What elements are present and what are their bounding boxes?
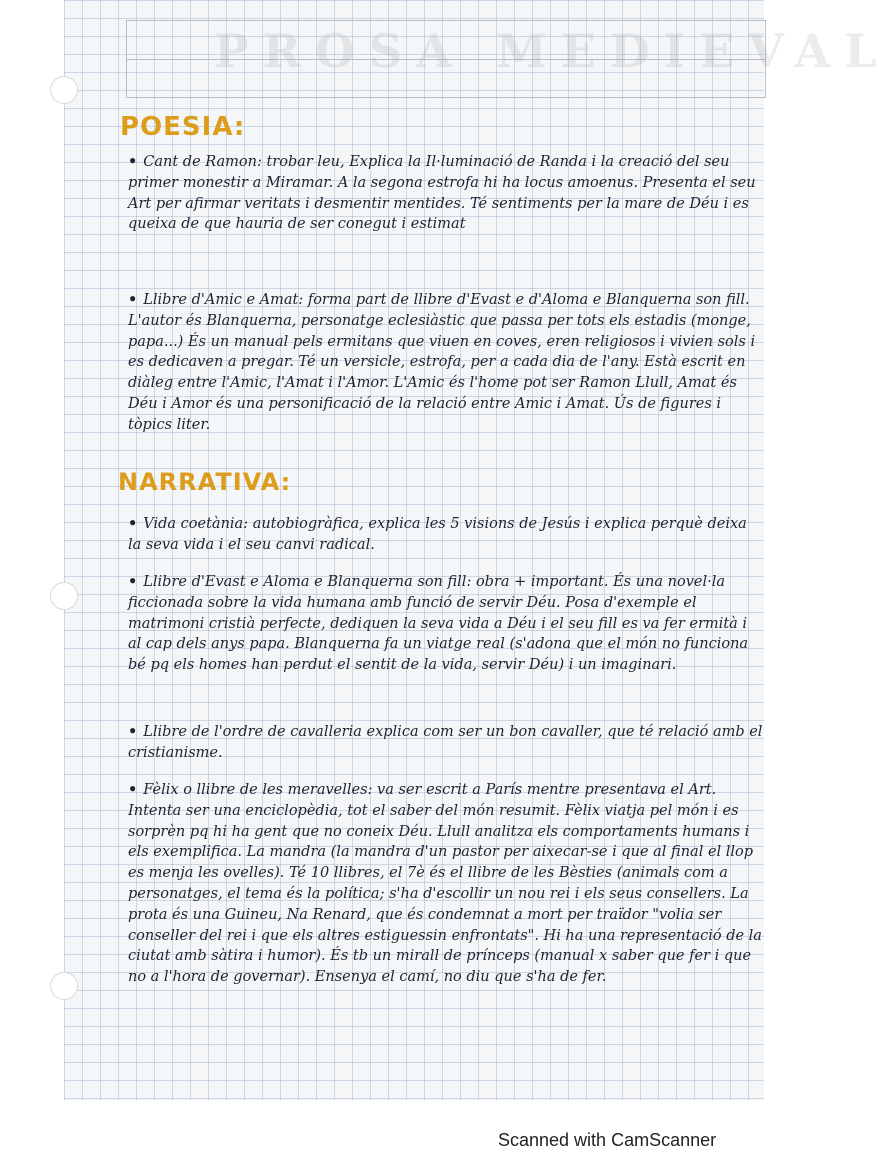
binder-hole <box>50 76 78 104</box>
entry-llibre-evast: • Llibre d'Evast e Aloma e Blanquerna son fill: obra + important. És una novel·la ficcionada sobre la vida humana amb funció de servir Déu. Posa d'exemple el matrimoni cristià perfecte, dediquen la seva vida a Déu i el seu fill es va fer ermità i al cap dels anys papa. Blanquerna fa un viatge real (s'adona que el món no funciona bé pq els homes han perdut el sentit de la vida, servir Déu) i un imaginari. <box>128 573 749 674</box>
section-title-narrativa: NARRATIVA: <box>118 468 292 496</box>
entry-cant-de-ramon: • Cant de Ramon: trobar leu, Explica la Il·luminació de Randa i la creació del seu primer monestir a Miramar. A la segona estrofa hi ha locus amoenus. Presenta el seu Art per afirmar veritats i desmentir mentides. Té sentiments per la mare de Déu i es queixa de que hauria de ser conegut i estimat <box>128 153 756 233</box>
entry-text: Llibre d'Amic e Amat: forma part de llibre d'Evast e d'Aloma e Blanquerna son fill. L'autor és Blanquerna, personatge eclesiàstic que passa per tots els estadis (monge, papa...) És un manual pels ermitans que viuen en coves, eren religiosos i vivien sols i es dedicaven a pregar. Té un versicle, estrofa, per a cada dia de l'any. Està escrit en diàleg entre l'Amic, l'Amat i l'Amor. L'Amic és l'home pot ser Ramon Llull, Amat és Déu i Amor és una personificació de la relació entre Amic i Amat. Ús de figures i tòpics liter. <box>128 292 756 433</box>
entry-text: Llibre de l'ordre de cavalleria explica com ser un bon cavaller, que té relació amb el cristianisme. <box>128 724 763 761</box>
entry-text: Cant de Ramon: trobar leu, Explica la Il·luminació de Randa i la creació del seu primer monestir a Miramar. A la segona estrofa hi ha locus amoenus. Presenta el seu Art per afirmar veritats i desmentir mentides. Té sentiments per la mare de Déu i es queixa de que hauria de ser conegut i estimat <box>128 154 756 233</box>
entry-text: Llibre d'Evast e Aloma e Blanquerna son fill: obra + important. És una novel·la ficcionada sobre la vida humana amb funció de servir Déu. Posa d'exemple el matrimoni cristià perfecte, dediquen la seva vida a Déu i el seu fill es va fer ermità i al cap dels anys papa. Blanquerna fa un viatge real (s'adona que el món no funciona bé pq els homes han perdut el sentit de la vida, servir Déu) i un imaginari. <box>128 574 749 674</box>
binder-hole <box>50 972 78 1000</box>
entry-text: Fèlix o llibre de les meravelles: va ser escrit a París mentre presentava el Art. Intenta ser una enciclopèdia, tot el saber del món resumit. Fèlix viatja pel món i es sorprèn pq hi ha gent que no coneix Déu. Llull analitza els comportaments humans i els exemplifica. La mandra (la mandra d'un pastor per aixecar-se i que al final el llop es menja les ovelles). Té 10 llibres, el 7è és el llibre de les Bèsties (animals com a personatges, el tema és la política; s'ha d'escollir un nou rei i els seus consellers. La prota és una Guineu, Na Renard, que és condemnat a mort per traïdor "volia ser conseller del rei i que els altres estiguessin enfrontats". Hi ha una representació de la ciutat amb sàtira i humor). És tb un mirall de prínceps (manual x saber que fer i que no a l'hora de governar). Ensenya el camí, no diu que s'ha de fer. <box>128 782 762 986</box>
entry-vida-coetania: • Vida coetània: autobiogràfica, explica les 5 visions de Jesús i explica perquè deixa la seva vida i el seu canvi radical. <box>128 515 747 553</box>
entry-felix: • Fèlix o llibre de les meravelles: va ser escrit a París mentre presentava el Art. Intenta ser una enciclopèdia, tot el saber del món resumit. Fèlix viatja pel món i es sorprèn pq hi ha gent que no coneix Déu. Llull analitza els comportaments humans i els exemplifica. La mandra (la mandra d'un pastor per aixecar-se i que al final el llop es menja les ovelles). Té 10 llibres, el 7è és el llibre de les Bèsties (animals com a personatges, el tema és la política; s'ha d'escollir un nou rei i els seus consellers. La prota és una Guineu, Na Renard, que és condemnat a mort per traïdor "volia ser conseller del rei i que els altres estiguessin enfrontats". Hi ha una representació de la ciutat amb sàtira i humor). És tb un mirall de prínceps (manual x saber que fer i que no a l'hora de governar). Ensenya el camí, no diu que s'ha de fer. <box>128 781 762 986</box>
binder-hole <box>50 582 78 610</box>
entry-text: Vida coetània: autobiogràfica, explica les 5 visions de Jesús i explica perquè deixa la seva vida i el seu canvi radical. <box>128 516 747 553</box>
section-title-poesia: POESIA: <box>120 112 246 142</box>
entry-llibre-amic-amat: • Llibre d'Amic e Amat: forma part de llibre d'Evast e d'Aloma e Blanquerna son fill. L'autor és Blanquerna, personatge eclesiàstic que passa per tots els estadis (monge, papa...) És un manual pels ermitans que viuen en coves, eren religiosos i vivien sols i es dedicaven a pregar. Té un versicle, estrofa, per a cada dia de l'any. Està escrit en diàleg entre l'Amic, l'Amat i l'Amor. L'Amic és l'home pot ser Ramon Llull, Amat és Déu i Amor és una personificació de la relació entre Amic i Amat. Ús de figures i tòpics liter. <box>128 291 756 433</box>
watermark-heading: PROSA MEDIEVAL <box>214 24 890 78</box>
notebook-page <box>64 0 890 1100</box>
entry-llibre-cavalleria: • Llibre de l'ordre de cavalleria explica com ser un bon cavaller, que té relació amb el cristianisme. <box>128 723 763 761</box>
scanner-watermark: Scanned with CamScanner <box>498 1130 717 1150</box>
